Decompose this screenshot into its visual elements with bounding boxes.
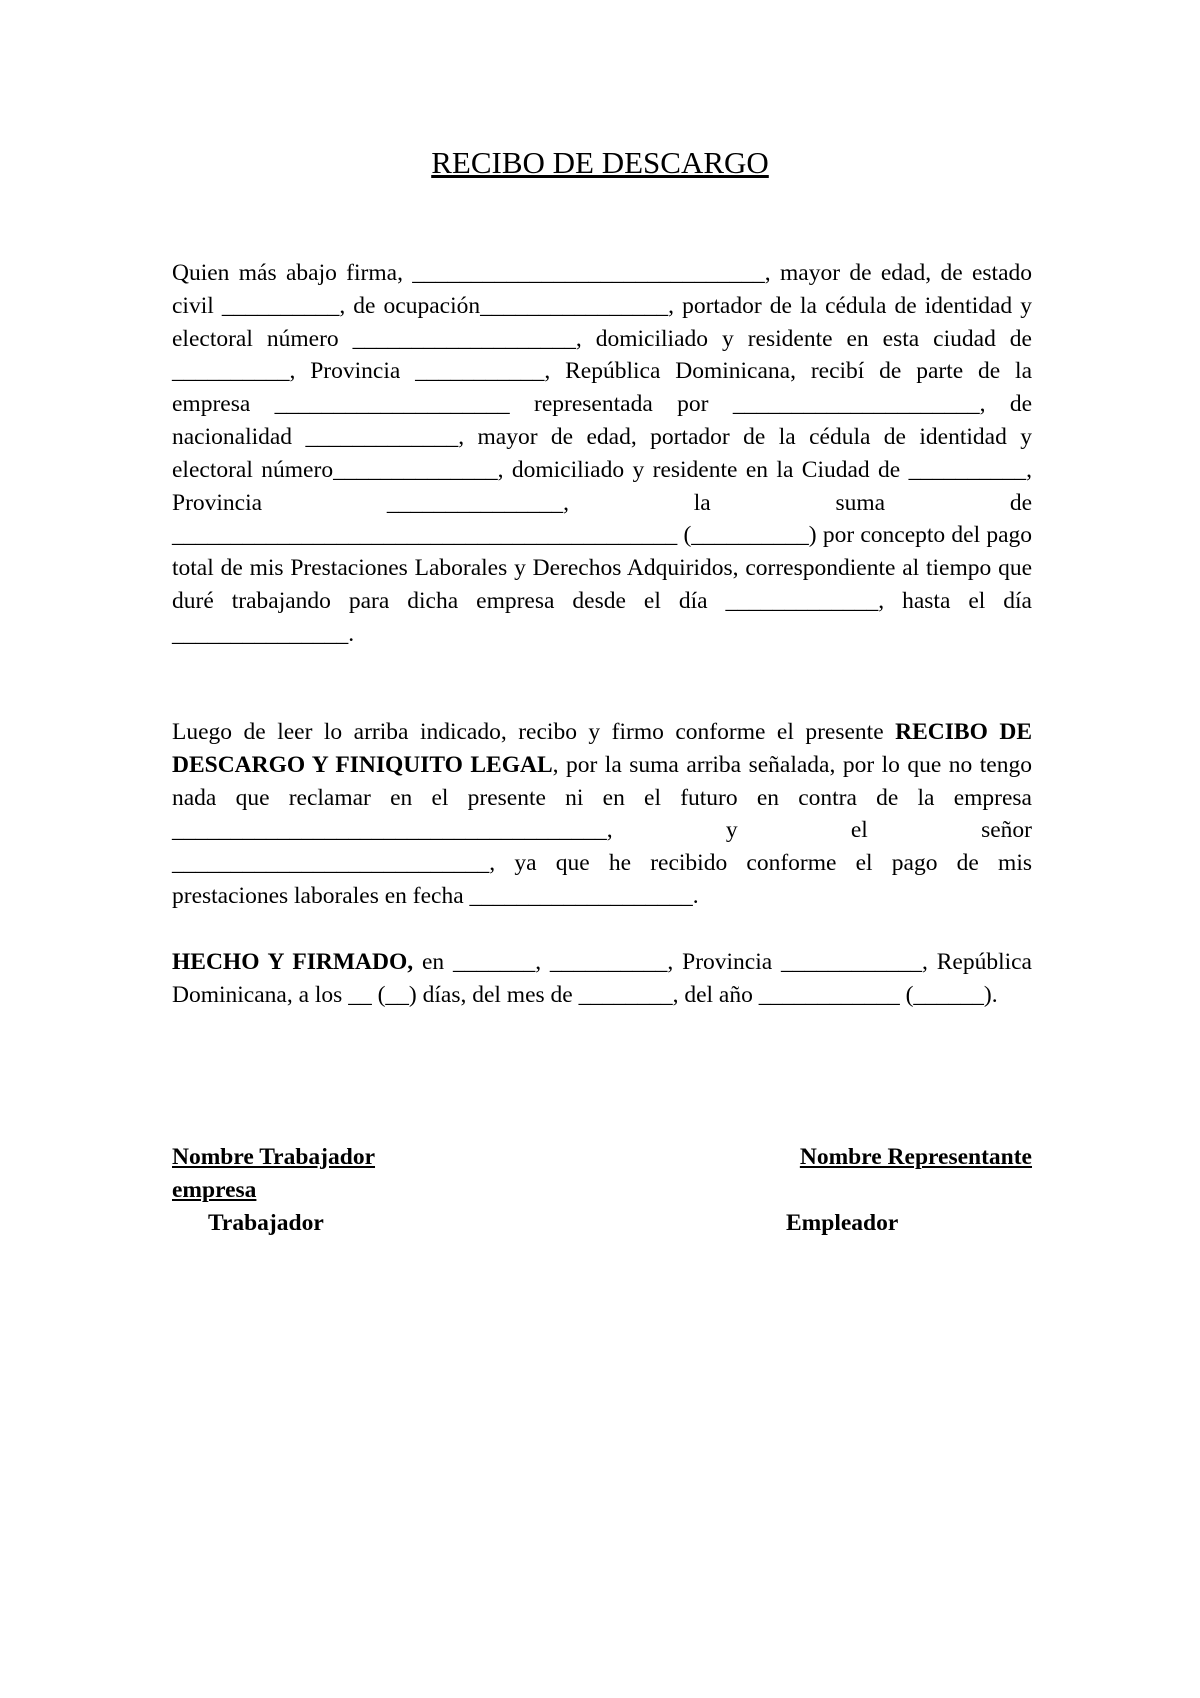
paragraph-conformity-text-2: , por la suma arriba señalada, por lo que no tengo nada que reclamar en el presente ni en el futuro en contra de la empresa _____________________________________, y el señor ___________________________, ya que he recibido conforme el pago de mis prestaciones laborales en fecha ___________________. [172,751,1032,909]
paragraph-signed-text: en _______, __________, Provincia ____________, República Dominicana, a los __ (__) días, del mes de ________, del año ____________ (______). [172,949,1032,1008]
paragraph-conformity [172,716,1032,913]
paragraph-conformity-bold: RECIBO DE DESCARGO Y FINIQUITO LEGAL [172,719,1032,778]
signature-worker-role: Trabajador [208,1210,324,1236]
signature-worker-name: Nombre Trabajador [172,1144,376,1170]
signature-worker-name-cont: empresa [172,1176,257,1203]
paragraph-signed-bold: HECHO Y FIRMADO, [172,949,414,975]
signature-block-representative [800,1141,1032,1174]
document-title: RECIBO DE DESCARGO [431,145,769,180]
signature-employer-role: Empleador [786,1210,899,1236]
paragraph-receipt-body: Quien más abajo firma, ______________________________, mayor de edad, de estado civil __________, de ocupación________________, portador de la cédula de identidad y electoral número ___________________, domiciliado y residente en esta ciudad de __________, Provincia ___________, República Dominicana, recibí de parte de la empresa ____________________ representada por _____________________, de nacionalidad _____________, mayor de edad, portador de la cédula de identidad y electoral número______________, domiciliado y residente en la Ciudad de __________, Provincia _______________, la suma de ___________________________________________ (__________) por concepto del pago total de mis Prestaciones Laborales y Derechos Adquiridos, correspondiente al tiempo que duré trabajando para dicha empresa desde el día _____________, hasta el día _______________. [172,260,1032,647]
paragraph-signed-date [172,946,1032,1012]
paragraph-conformity-text-1: Luego de leer lo arriba indicado, recibo y firmo conforme el presente [172,719,896,745]
signature-representative-name: Nombre Representante [799,1144,1032,1170]
signature-block-worker [172,1141,375,1207]
